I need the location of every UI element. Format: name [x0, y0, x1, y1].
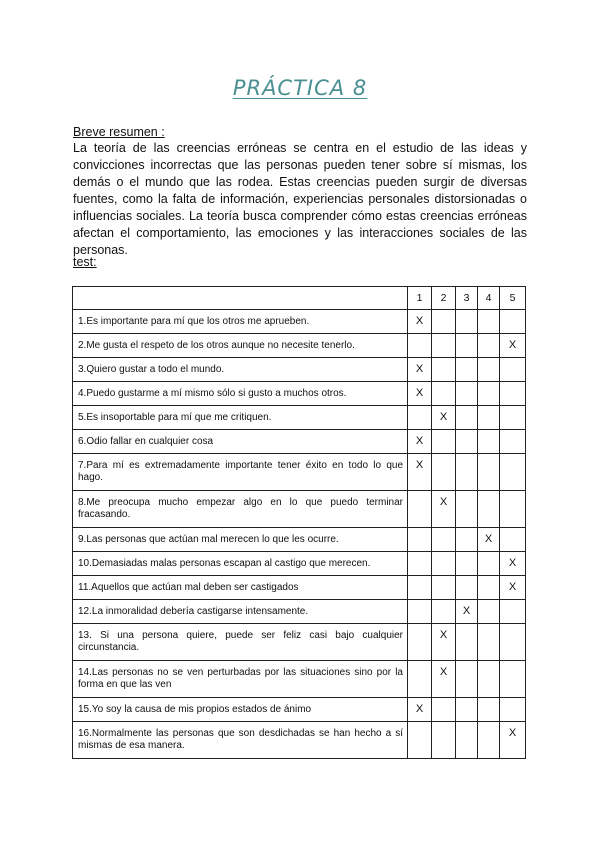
statement-cell: 15.Yo soy la causa de mis propios estados de ánimo: [73, 698, 408, 722]
test-label: test:: [73, 255, 97, 269]
rating-cell-2: X: [432, 624, 456, 661]
test-table: [72, 286, 526, 759]
rating-cell-2: X: [432, 491, 456, 528]
table-row: [73, 430, 526, 454]
rating-cell-4: [478, 600, 500, 624]
summary-text: La teoría de las creencias erróneas se centra en el estudio de las ideas y convicciones incorrectas que las personas pueden tener sobre sí mismas, los demás o el mundo que las rodea. Estas creencias pueden surgir de diversas fuentes, como la falta de información, experiencias personales distorsionadas o influencias sociales. La teoría busca comprender cómo estas creencias erróneas afectan el comportamiento, las emociones y las interacciones sociales de las personas.: [73, 141, 527, 257]
rating-cell-3: X: [456, 600, 478, 624]
table-row: [73, 491, 526, 528]
rating-cell-4: [478, 454, 500, 491]
rating-cell-1: [408, 661, 432, 698]
rating-cell-1: [408, 722, 432, 759]
rating-cell-4: X: [478, 528, 500, 552]
page-title: PRÁCTICA 8: [232, 76, 368, 100]
header-col-5: 5: [500, 287, 526, 310]
table-row: [73, 600, 526, 624]
rating-cell-4: [478, 406, 500, 430]
statement-cell: 11.Aquellos que actúan mal deben ser castigados: [73, 576, 408, 600]
table-row: [73, 661, 526, 698]
rating-cell-2: [432, 600, 456, 624]
rating-cell-1: [408, 334, 432, 358]
rating-cell-4: [478, 310, 500, 334]
statement-cell: 16.Normalmente las personas que son desdichadas se han hecho a sí mismas de esa manera.: [73, 722, 408, 759]
rating-cell-2: X: [432, 661, 456, 698]
statement-cell: 12.La inmoralidad debería castigarse intensamente.: [73, 600, 408, 624]
rating-cell-2: [432, 722, 456, 759]
statement-cell: 3.Quiero gustar a todo el mundo.: [73, 358, 408, 382]
rating-cell-3: [456, 552, 478, 576]
rating-cell-3: [456, 698, 478, 722]
summary-label: Breve resumen :: [73, 125, 165, 139]
statement-cell: 7.Para mí es extremadamente importante tener éxito en todo lo que hago.: [73, 454, 408, 491]
rating-cell-5: [500, 698, 526, 722]
rating-cell-1: [408, 491, 432, 528]
rating-cell-4: [478, 491, 500, 528]
rating-cell-1: X: [408, 698, 432, 722]
rating-cell-2: [432, 552, 456, 576]
rating-cell-5: X: [500, 552, 526, 576]
rating-cell-5: [500, 624, 526, 661]
rating-cell-1: X: [408, 430, 432, 454]
rating-cell-5: [500, 661, 526, 698]
rating-cell-3: [456, 334, 478, 358]
table-row: [73, 528, 526, 552]
rating-cell-1: [408, 552, 432, 576]
table-row: [73, 552, 526, 576]
rating-cell-2: [432, 310, 456, 334]
rating-cell-1: [408, 528, 432, 552]
table-row: [73, 576, 526, 600]
rating-cell-3: [456, 430, 478, 454]
rating-cell-2: [432, 430, 456, 454]
rating-cell-4: [478, 334, 500, 358]
rating-cell-1: [408, 576, 432, 600]
rating-cell-4: [478, 358, 500, 382]
rating-cell-1: [408, 600, 432, 624]
table-row: [73, 454, 526, 491]
rating-cell-5: [500, 310, 526, 334]
rating-cell-5: [500, 528, 526, 552]
rating-cell-3: [456, 406, 478, 430]
statement-cell: 2.Me gusta el respeto de los otros aunque no necesite tenerlo.: [73, 334, 408, 358]
header-col-2: 2: [432, 287, 456, 310]
rating-cell-2: [432, 698, 456, 722]
rating-cell-1: X: [408, 358, 432, 382]
statement-cell: 10.Demasiadas malas personas escapan al castigo que merecen.: [73, 552, 408, 576]
rating-cell-5: X: [500, 722, 526, 759]
rating-cell-5: [500, 491, 526, 528]
statement-cell: 4.Puedo gustarme a mí mismo sólo si gusto a muchos otros.: [73, 382, 408, 406]
statement-cell: 5.Es insoportable para mí que me critiquen.: [73, 406, 408, 430]
rating-cell-2: [432, 528, 456, 552]
rating-cell-5: X: [500, 576, 526, 600]
statement-cell: 1.Es importante para mí que los otros me aprueben.: [73, 310, 408, 334]
rating-cell-4: [478, 698, 500, 722]
rating-cell-1: X: [408, 382, 432, 406]
table-row: [73, 722, 526, 759]
table-row: [73, 358, 526, 382]
header-col-4: 4: [478, 287, 500, 310]
statement-cell: 6.Odio fallar en cualquier cosa: [73, 430, 408, 454]
statement-cell: 14.Las personas no se ven perturbadas por las situaciones sino por la forma en que las ven: [73, 661, 408, 698]
rating-cell-3: [456, 528, 478, 552]
rating-cell-1: [408, 624, 432, 661]
rating-cell-2: [432, 454, 456, 491]
rating-cell-4: [478, 552, 500, 576]
rating-cell-5: [500, 406, 526, 430]
table-row: [73, 310, 526, 334]
rating-cell-1: X: [408, 454, 432, 491]
table-row: [73, 698, 526, 722]
rating-cell-4: [478, 430, 500, 454]
rating-cell-5: [500, 454, 526, 491]
rating-cell-3: [456, 454, 478, 491]
statement-cell: 13. Si una persona quiere, puede ser feliz casi bajo cualquier circunstancia.: [73, 624, 408, 661]
statement-cell: 8.Me preocupa mucho empezar algo en lo que puedo terminar fracasando.: [73, 491, 408, 528]
rating-cell-3: [456, 624, 478, 661]
rating-cell-1: X: [408, 310, 432, 334]
rating-cell-5: X: [500, 334, 526, 358]
rating-cell-5: [500, 430, 526, 454]
rating-cell-3: [456, 661, 478, 698]
rating-cell-3: [456, 310, 478, 334]
rating-cell-2: [432, 382, 456, 406]
rating-cell-4: [478, 624, 500, 661]
rating-cell-1: [408, 406, 432, 430]
rating-cell-3: [456, 358, 478, 382]
table-row: [73, 334, 526, 358]
header-statement: [73, 287, 408, 310]
rating-cell-4: [478, 722, 500, 759]
rating-cell-2: [432, 358, 456, 382]
header-col-3: 3: [456, 287, 478, 310]
rating-cell-3: [456, 576, 478, 600]
rating-cell-2: X: [432, 406, 456, 430]
table-row: [73, 382, 526, 406]
rating-cell-2: [432, 334, 456, 358]
table-row: [73, 406, 526, 430]
rating-cell-3: [456, 722, 478, 759]
rating-cell-3: [456, 382, 478, 406]
rating-cell-5: [500, 382, 526, 406]
statement-cell: 9.Las personas que actúan mal merecen lo que les ocurre.: [73, 528, 408, 552]
rating-cell-5: [500, 600, 526, 624]
table-header-row: [73, 287, 526, 310]
rating-cell-3: [456, 491, 478, 528]
rating-cell-4: [478, 576, 500, 600]
table-row: [73, 624, 526, 661]
rating-cell-4: [478, 661, 500, 698]
header-col-1: 1: [408, 287, 432, 310]
rating-cell-2: [432, 576, 456, 600]
rating-cell-4: [478, 382, 500, 406]
rating-cell-5: [500, 358, 526, 382]
